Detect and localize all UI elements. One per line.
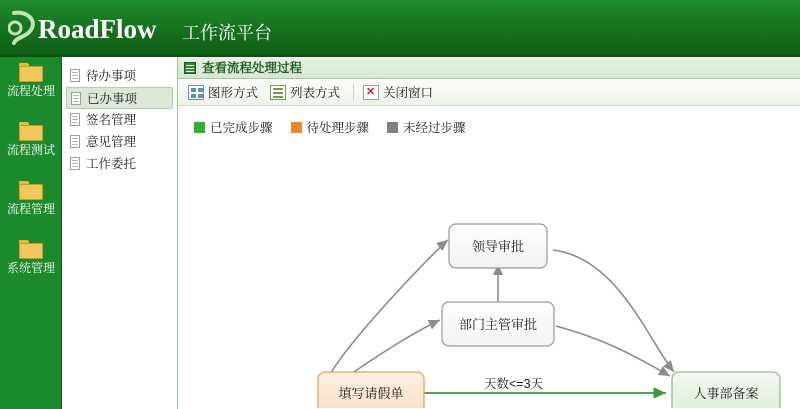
toolbar-button-label: 列表方式 bbox=[290, 86, 341, 100]
node-label: 部门主管审批 bbox=[458, 317, 538, 332]
tree-item-label: 工作委托 bbox=[86, 157, 137, 171]
legend-swatch-pending bbox=[291, 122, 302, 133]
document-icon bbox=[71, 92, 81, 105]
graph-view-icon bbox=[188, 85, 204, 100]
legend-label: 未经过步骤 bbox=[403, 121, 466, 135]
folder-icon bbox=[19, 181, 43, 200]
main-sidebar bbox=[0, 57, 62, 409]
legend bbox=[178, 114, 800, 140]
edge-leader-to-hr bbox=[553, 250, 674, 372]
workflow-diagram bbox=[178, 140, 800, 408]
node-leader-approval[interactable] bbox=[449, 224, 547, 268]
close-window-button[interactable] bbox=[359, 81, 441, 103]
document-icon bbox=[70, 69, 80, 82]
legend-item-pending bbox=[291, 118, 370, 136]
close-window-icon bbox=[363, 85, 379, 100]
edge-fill-to-leader bbox=[328, 240, 448, 378]
tree-item-label: 签名管理 bbox=[86, 113, 137, 127]
page-title bbox=[178, 57, 800, 79]
list-view-button[interactable] bbox=[266, 81, 348, 103]
main-content bbox=[178, 57, 800, 409]
node-label: 人事部备案 bbox=[693, 386, 759, 401]
legend-item-completed bbox=[194, 118, 273, 136]
sidebar-item-process-test[interactable] bbox=[0, 116, 62, 175]
edge-label-days: 天数<=3天 bbox=[484, 377, 544, 391]
toolbar-button-label: 图形方式 bbox=[208, 86, 259, 100]
sidebar-item-process-management[interactable] bbox=[0, 175, 62, 234]
tree-item-label: 待办事项 bbox=[86, 69, 137, 83]
navigation-tree bbox=[62, 57, 178, 409]
sidebar-item-label: 流程处理 bbox=[6, 84, 55, 98]
sidebar-item-label: 流程管理 bbox=[6, 202, 55, 216]
edge-fill-to-manager bbox=[348, 320, 440, 376]
node-manager-approval[interactable] bbox=[442, 302, 554, 346]
toolbar bbox=[178, 79, 800, 106]
node-label: 领导审批 bbox=[471, 239, 525, 254]
document-icon bbox=[70, 113, 80, 126]
brand-text: RoadFlow bbox=[38, 14, 157, 44]
tree-item-signature[interactable] bbox=[66, 109, 173, 131]
edge-manager-to-hr bbox=[556, 326, 670, 376]
grid-icon bbox=[184, 62, 196, 74]
tree-item-label: 已办事项 bbox=[87, 92, 138, 106]
graph-view-button[interactable] bbox=[184, 81, 266, 103]
folder-icon bbox=[19, 240, 43, 259]
brand-title bbox=[38, 14, 157, 45]
tree-item-opinion[interactable] bbox=[66, 131, 173, 153]
document-icon bbox=[70, 135, 80, 148]
toolbar-button-label: 关闭窗口 bbox=[383, 86, 434, 100]
sidebar-item-system-management[interactable] bbox=[0, 234, 62, 293]
legend-swatch-not-passed bbox=[387, 122, 398, 133]
tree-item-done[interactable] bbox=[66, 87, 173, 109]
node-hr-record[interactable] bbox=[672, 372, 780, 408]
node-fill-leave-form[interactable] bbox=[318, 372, 424, 408]
folder-icon bbox=[19, 122, 43, 141]
node-label: 填写请假单 bbox=[338, 386, 404, 401]
toolbar-separator bbox=[353, 84, 354, 101]
app-subtitle: 工作流平台 bbox=[182, 23, 272, 43]
legend-label: 已完成步骤 bbox=[210, 121, 273, 135]
roadflow-logo-icon bbox=[8, 9, 42, 47]
sidebar-item-label: 系统管理 bbox=[6, 261, 55, 275]
legend-item-not-passed bbox=[387, 118, 466, 136]
legend-label: 待处理步骤 bbox=[306, 121, 370, 135]
sidebar-item-process-handling[interactable] bbox=[0, 57, 62, 116]
app-header bbox=[0, 0, 800, 57]
document-icon bbox=[70, 157, 80, 170]
tree-item-todo[interactable] bbox=[66, 65, 173, 87]
list-view-icon bbox=[270, 85, 286, 100]
page-title-text: 查看流程处理过程 bbox=[202, 61, 303, 75]
tree-item-label: 意见管理 bbox=[86, 135, 137, 149]
folder-icon bbox=[19, 63, 43, 82]
tree-item-delegation[interactable] bbox=[66, 153, 173, 175]
sidebar-item-label: 流程测试 bbox=[6, 143, 55, 157]
legend-swatch-completed bbox=[194, 122, 205, 133]
